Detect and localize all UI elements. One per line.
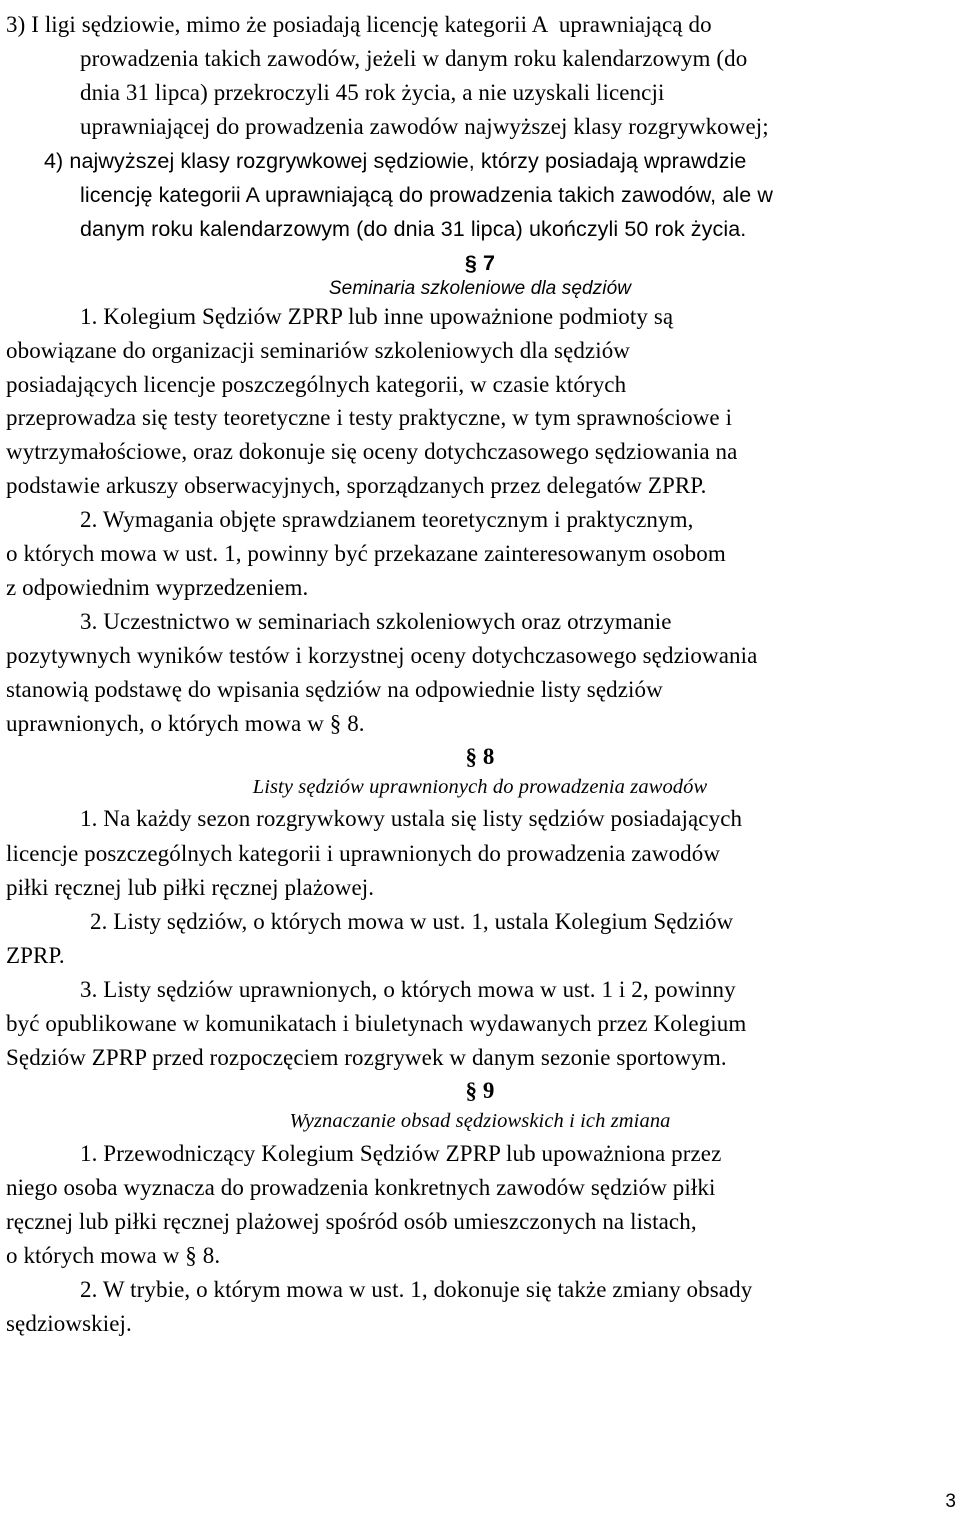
- paragraph-line: 3. Listy sędziów uprawnionych, o których mowa w ust. 1 i 2, powinny: [80, 977, 736, 1002]
- paragraph-line: Sędziów ZPRP przed rozpoczęciem rozgrywek w danym sezonie sportowym.: [6, 1045, 727, 1070]
- page-number: 3: [945, 1491, 956, 1512]
- section-heading: § 9: [465, 1078, 495, 1103]
- list-item-4: 4) najwyższej klasy rozgrywkowej sędziowie, którzy posiadają wprawdzie: [44, 149, 747, 173]
- paragraph-line: o których mowa w § 8.: [6, 1243, 221, 1268]
- paragraph-line: ZPRP.: [6, 943, 65, 968]
- paragraph-line: z odpowiednim wyprzedzeniem.: [6, 575, 309, 600]
- paragraph-line: o których mowa w ust. 1, powinny być przekazane zainteresowanym osobom: [6, 541, 726, 566]
- section-heading: § 7: [464, 251, 496, 275]
- paragraph-line: niego osoba wyznacza do prowadzenia konkretnych zawodów sędziów piłki: [6, 1175, 716, 1200]
- section-subtitle: Wyznaczanie obsad sędziowskich i ich zmiana: [289, 1110, 671, 1132]
- section-heading: § 8: [465, 744, 495, 769]
- paragraph-line: obowiązane do organizacji seminariów szkoleniowych dla sędziów: [6, 338, 631, 363]
- paragraph-line: sędziowskiej.: [6, 1311, 132, 1336]
- paragraph-line: 2. W trybie, o którym mowa w ust. 1, dokonuje się także zmiany obsady: [80, 1277, 753, 1302]
- paragraph-line: pozytywnych wyników testów i korzystnej oceny dotychczasowego sędziowania: [6, 643, 758, 668]
- list-item-3-cont: dnia 31 lipca) przekroczyli 45 rok życia, a nie uzyskali licencji: [80, 80, 665, 105]
- paragraph-line: 3. Uczestnictwo w seminariach szkoleniowych oraz otrzymanie: [80, 609, 672, 634]
- paragraph-line: stanowią podstawę do wpisania sędziów na odpowiednie listy sędziów: [6, 677, 663, 702]
- paragraph-line: podstawie arkuszy obserwacyjnych, sporządzanych przez delegatów ZPRP.: [6, 473, 707, 498]
- paragraph-line: 1. Przewodniczący Kolegium Sędziów ZPRP lub upoważniona przez: [80, 1141, 722, 1166]
- paragraph-line: 2. Wymagania objęte sprawdzianem teoretycznym i praktycznym,: [80, 507, 694, 532]
- paragraph-line: wytrzymałościowe, oraz dokonuje się oceny dotychczasowego sędziowania na: [6, 439, 738, 464]
- list-item-3-cont: uprawniającej do prowadzenia zawodów najwyższej klasy rozgrywkowej;: [80, 114, 769, 139]
- paragraph-line: licencje poszczególnych kategorii i uprawnionych do prowadzenia zawodów: [6, 841, 721, 866]
- list-item-3-cont: prowadzenia takich zawodów, jeżeli w danym roku kalendarzowym (do: [80, 46, 748, 71]
- paragraph-line: przeprowadza się testy teoretyczne i testy praktyczne, w tym sprawnościowe i: [6, 405, 733, 430]
- section-subtitle: Listy sędziów uprawnionych do prowadzenia zawodów: [252, 776, 708, 798]
- paragraph-line: piłki ręcznej lub piłki ręcznej plażowej.: [6, 875, 375, 900]
- paragraph-line: posiadających licencje poszczególnych kategorii, w czasie których: [6, 372, 627, 397]
- list-item-4-cont: licencję kategorii A uprawniającą do prowadzenia takich zawodów, ale w: [80, 183, 774, 207]
- paragraph-line: 1. Kolegium Sędziów ZPRP lub inne upoważnione podmioty są: [80, 304, 674, 329]
- paragraph-line: 2. Listy sędziów, o których mowa w ust. 1, ustala Kolegium Sędziów: [90, 909, 734, 934]
- paragraph-line: 1. Na każdy sezon rozgrywkowy ustala się listy sędziów posiadających: [80, 806, 743, 831]
- paragraph-line: ręcznej lub piłki ręcznej plażowej spośród osób umieszczonych na listach,: [6, 1209, 697, 1234]
- list-item-4-cont: danym roku kalendarzowym (do dnia 31 lipca) ukończyli 50 rok życia.: [80, 217, 747, 241]
- paragraph-line: być opublikowane w komunikatach i biuletynach wydawanych przez Kolegium: [6, 1011, 747, 1036]
- section-subtitle: Seminaria szkoleniowe dla sędziów: [328, 278, 632, 299]
- paragraph-line: uprawnionych, o których mowa w § 8.: [6, 711, 365, 736]
- list-item-3: 3) I ligi sędziowie, mimo że posiadają licencję kategorii A uprawniającą do: [6, 12, 712, 37]
